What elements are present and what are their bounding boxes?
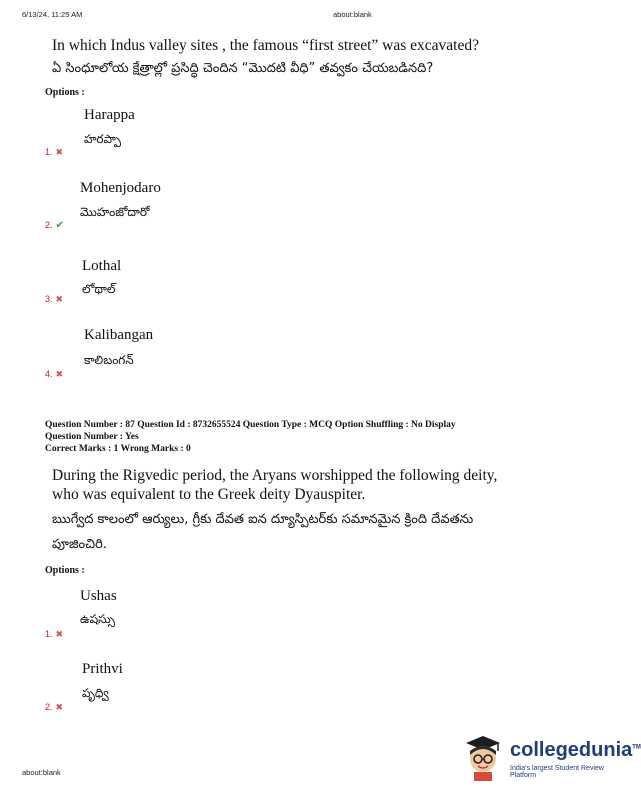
collegedunia-logo <box>460 733 641 783</box>
cross-icon: ✖ <box>55 703 64 713</box>
q2-text-english-line-1: During the Rigvedic period, the Aryans worshipped the following deity, <box>52 467 498 484</box>
q2-text-english-line-2: who was equivalent to the Greek deity Dyauspiter. <box>52 486 366 503</box>
q2-option-1-telugu: ఉషస్సు <box>80 612 116 626</box>
q2-meta-line-1: Question Number : 87 Question Id : 8732655524 Question Type : MCQ Option Shuffling : No Display <box>45 420 456 430</box>
q1-option-4-telugu: కాలిబంగన్ <box>84 353 134 367</box>
q1-option-3-telugu: లోథాల్ <box>82 282 116 296</box>
logo-wordmark: collegedunia™ <box>510 739 641 761</box>
student-mascot-icon <box>460 733 506 781</box>
q2-options-label: Options : <box>45 565 85 576</box>
q2-option-2-english: Prithvi <box>82 661 123 677</box>
cross-icon: ✖ <box>55 148 64 158</box>
q2-option-1-english: Ushas <box>80 588 117 604</box>
q1-option-2-english: Mohenjodaro <box>80 180 161 196</box>
cross-icon: ✖ <box>55 370 64 380</box>
q2-option-2-number: 2. ✖ <box>45 702 64 713</box>
q1-text-english: In which Indus valley sites , the famous “first street” was excavated? <box>52 37 479 54</box>
q1-option-2-number: 2. ✔ <box>45 220 64 231</box>
q2-text-telugu-line-1: ఋగ్వేద కాలంలో ఆర్యులు, గ్రీకు దేవత ఐన ద్యూస్పిటర్‌కు సమానమైన క్రింది దేవతను <box>52 512 474 527</box>
q1-option-4-english: Kalibangan <box>84 327 154 343</box>
q1-option-3-number: 3. ✖ <box>45 294 64 305</box>
q1-options-label: Options : <box>45 87 85 98</box>
q1-option-4-number: 4. ✖ <box>45 369 64 380</box>
q2-text-telugu-line-2: పూజించిరి. <box>52 537 107 552</box>
cross-icon: ✖ <box>55 630 64 640</box>
q1-option-1-english: Harappa <box>84 107 135 123</box>
q2-option-2-telugu: పృధ్వి <box>82 686 109 700</box>
q2-meta-line-2: Question Number : Yes <box>45 432 139 442</box>
q1-option-3-english: Lothal <box>82 258 122 274</box>
logo-tagline: India's largest Student Review Platform <box>510 765 604 779</box>
q2-meta-line-3: Correct Marks : 1 Wrong Marks : 0 <box>45 444 191 454</box>
print-url: about:blank <box>333 10 372 19</box>
print-datetime: 6/13/24, 11:25 AM <box>22 10 83 19</box>
q2-option-1-number: 1. ✖ <box>45 629 64 640</box>
print-footer-url: about:blank <box>22 768 61 777</box>
checkmark-icon: ✔ <box>55 220 64 231</box>
q1-option-2-telugu: మొహంజోదారో <box>80 205 150 219</box>
cross-icon: ✖ <box>55 295 64 305</box>
q1-option-1-telugu: హరప్పా <box>84 132 121 146</box>
q1-text-telugu: ఏ సింధూలోయ క్షేత్రాల్లో ప్రసిద్ధి చెందిన “మొదటి వీధి” తవ్వకం చేయబడినది? <box>52 61 434 76</box>
q1-option-1-number: 1. ✖ <box>45 147 64 158</box>
